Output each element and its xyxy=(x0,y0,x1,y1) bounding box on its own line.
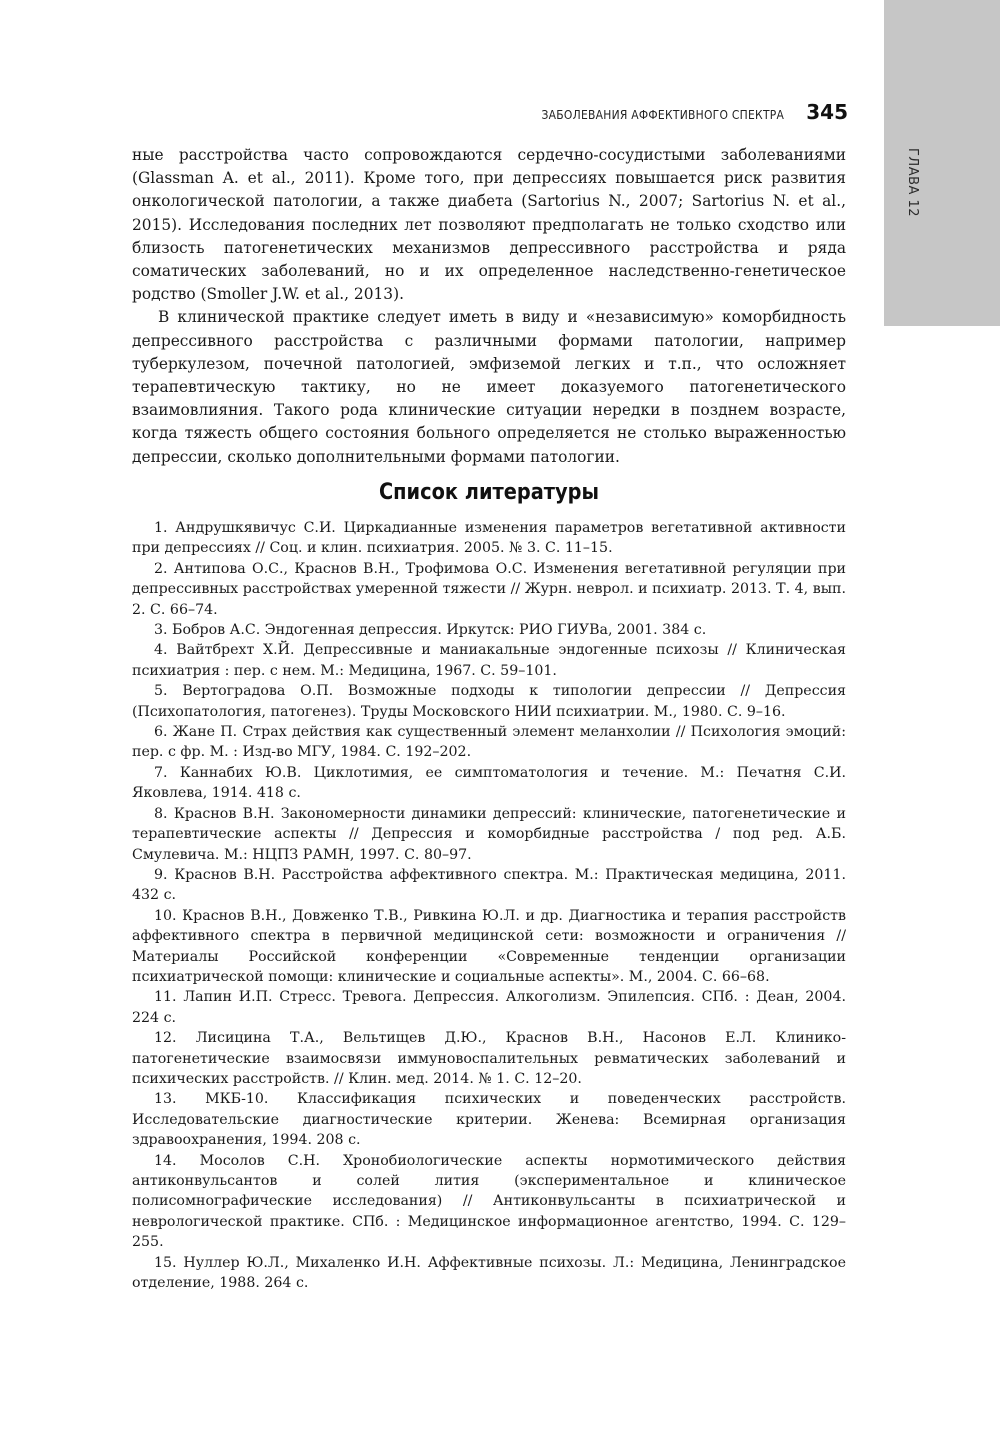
references-heading: Список литературы xyxy=(378,480,600,505)
body-text xyxy=(132,144,846,469)
running-header-title: ЗАБОЛЕВАНИЯ АФФЕКТИВНОГО СПЕКТРА xyxy=(541,107,785,122)
reference-item: 1. Андрушкявичус С.И. Циркадианные изменения параметров вегетативной активности при депрессиях // Соц. и клин. психиатрия. 2005. № 3. С. 11–15. xyxy=(132,520,846,557)
reference-item: 8. Краснов В.Н. Закономерности динамики депрессий: клинические, патогенетические и терапевтические аспекты // Депрессия и коморбидные расстройства / под ред. А.Б. Смулевича. М.: НЦПЗ РАМН, 1997. С. 80–97. xyxy=(132,805,846,863)
page-number: 345 xyxy=(806,100,848,124)
reference-item: 7. Каннабих Ю.В. Циклотимия, ее симптоматология и течение. М.: Печатня С.И. Яковлева, 1914. 418 с. xyxy=(132,764,846,802)
reference-item: 9. Краснов В.Н. Расстройства аффективного спектра. М.: Практическая медицина, 2011. 432 с. xyxy=(132,866,846,904)
reference-item: 5. Вертоградова О.П. Возможные подходы к типологии депрессии // Депрессия (Психопатология, патогенез). Труды Московского НИИ психиатрии. М., 1980. С. 9–16. xyxy=(132,683,846,720)
reference-item: 15. Нуллер Ю.Л., Михаленко И.Н. Аффективные психозы. Л.: Медицина, Ленинградское отделение, 1988. 264 с. xyxy=(132,1254,846,1292)
reference-item: 6. Жане П. Страх действия как существенный элемент меланхолии // Психология эмоций: пер. с фр. М. : Изд-во МГУ, 1984. С. 192–202. xyxy=(132,724,846,761)
body-paragraph: ные расстройства часто сопровождаются сердечно-сосудистыми заболеваниями (Glassman A. et al., 2011). Кроме того, при депрессиях повышается риск развития онкологической патологии, а также диабета (Sartorius N., 2007; Sartorius N. et al., 2015). Исследования последних лет позволяют предполагать не только сходство или близость патогенетических механизмов депрессивного расстройства и ряда соматических заболеваний, но и их определенное наследственно-генетическое родство (Smoller J.W. et al., 2013). xyxy=(132,146,846,304)
reference-item: 3. Бобров А.С. Эндогенная депрессия. Иркутск: РИО ГИУВа, 2001. 384 с. xyxy=(154,622,707,639)
reference-item: 11. Лапин И.П. Стресс. Тревога. Депрессия. Алкоголизм. Эпилепсия. СПб. : Деан, 2004. 224 с. xyxy=(132,989,846,1026)
reference-item: 2. Антипова О.С., Краснов В.Н., Трофимова О.С. Изменения вегетативной регуляции при депрессивных расстройствах умеренной тяжести // Журн. неврол. и психиатр. 2013. Т. 4, вып. 2. С. 66–74. xyxy=(132,560,846,618)
reference-item: 10. Краснов В.Н., Довженко Т.В., Ривкина Ю.Л. и др. Диагностика и терапия расстройств аффективного спектра в первичной медицинской сети: возможности и ограничения // Материалы Российской конференции «Современные тенденции организации психиатрической помощи: клинические и социальные аспекты». М., 2004. С. 66–68. xyxy=(132,907,846,985)
chapter-tab-label: ГЛАВА 12 xyxy=(905,148,920,218)
running-header xyxy=(420,100,848,132)
reference-item: 4. Вайтбрехт Х.Й. Депрессивные и маниакальные эндогенные психозы // Клиническая психиатрия : пер. с нем. М.: Медицина, 1967. С. 59–101. xyxy=(132,642,846,679)
reference-list xyxy=(132,518,846,1293)
reference-item: 13. МКБ-10. Классификация психических и поведенческих расстройств. Исследовательские диагностические критерии. Женева: Всемирная организация здравоохранения, 1994. 208 с. xyxy=(132,1091,846,1149)
reference-item: 14. Мосолов С.Н. Хронобиологические аспекты нормотимического действия антиконвульсантов и солей лития (экспериментальное и клиническое полисомнографические исследования) // Антиконвульсанты в психиатрической и неврологической практике. СПб. : Медицинское информационное агентство, 1994. С. 129–255. xyxy=(132,1152,846,1251)
body-paragraph: В клинической практике следует иметь в виду и «независимую» коморбидность депрессивного расстройства с различными формами патологии, например туберкулезом, почечной патологией, эмфиземой легких и т.п., что осложняет терапевтическую тактику, но не имеет доказуемого патогенетического взаимовлияния. Такого рода клинические ситуации нередки в позднем возрасте, когда тяжесть общего состояния больного определяется не столько выраженностью депрессии, сколько дополнительными формами патологии. xyxy=(132,308,846,466)
reference-item: 12. Лисицина Т.А., Вельтищев Д.Ю., Краснов В.Н., Насонов Е.Л. Клинико-патогенетические взаимосвязи иммуновоспалительных ревматических заболеваний и психических расстройств. // Клин. мед. 2014. № 1. С. 12–20. xyxy=(132,1030,846,1087)
